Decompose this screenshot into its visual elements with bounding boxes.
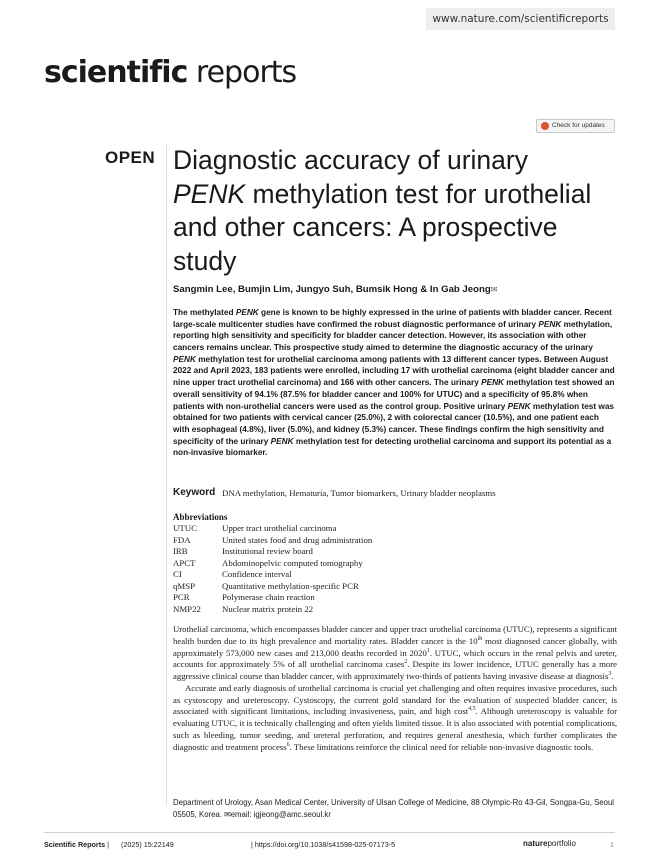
crossmark-icon (541, 122, 549, 130)
title-part2: methylation test for urothelial and other cancers: A prospective study (173, 178, 592, 276)
footer-journal-name: Scientific Reports (44, 840, 106, 849)
page-number: 1 (610, 840, 614, 849)
intro-p1-run[interactable]: 2 (404, 659, 408, 666)
abstract-run: methylation test for detecting urothelial carcinoma and support its potential as a non-invasive biomarker. (173, 436, 612, 458)
intro-p1-run: . (611, 671, 614, 681)
keyword-label: Keyword (173, 487, 216, 498)
logo-light-text: reports (187, 55, 297, 90)
email-envelope-icon[interactable]: ✉ (490, 285, 498, 294)
abbreviation-term: qMSP (173, 580, 196, 591)
abstract-run: PENK (481, 378, 505, 388)
footer-divider (44, 832, 615, 833)
abstract-run: PENK (270, 436, 294, 446)
abbreviations-heading: Abbreviations (173, 512, 228, 522)
introduction-body (173, 624, 617, 753)
title-part1: Diagnostic accuracy of urinary (173, 145, 528, 175)
footer-brand-bold: nature (523, 839, 548, 848)
abstract-run: PENK (235, 308, 259, 317)
abstract-run: methylation, reporting high sensitivity and specificity for bladder cancer detection. However, its association with other cancers remains unclear. This prospective study aimed to determine the diagnostic accuracy of the urinary (173, 319, 613, 353)
intro-p1-run[interactable]: 3 (608, 671, 612, 678)
abbreviation-term: PCR (173, 592, 190, 603)
abbreviation-definition: Institutional review board (222, 546, 313, 557)
intro-paragraph-1 (173, 624, 617, 683)
abbreviation-definition: United states food and drug administration (222, 534, 373, 545)
footer-journal: Scientific Reports | (2025) 15:22149 (44, 840, 174, 849)
open-access-label: OPEN (105, 148, 156, 167)
check-for-updates-label: Check for updates (552, 122, 605, 129)
abbreviation-definition: Quantitative methylation-specific PCR (222, 580, 359, 591)
affiliation-text: Department of Urology, Asan Medical Center, University of Ulsan College of Medicine, 88 Olympic-Ro 43-Gil, Songpa-Gu, Seoul 05505, Korea. (173, 798, 615, 819)
abstract-run: PENK (507, 401, 531, 411)
intro-p2-run: . These limitations reinforce the clinical need for reliable non-invasive diagnostic tools. (289, 741, 594, 752)
footer-doi-link[interactable]: https://doi.org/10.1038/s41598-025-07173-5 (254, 840, 396, 849)
keyword-list: DNA methylation, Hematuria, Tumor biomarkers, Urinary bladder neoplasms (222, 488, 496, 498)
intro-p2-run[interactable]: 6 (286, 741, 290, 748)
abstract (173, 307, 617, 459)
footer-doi[interactable]: | https://doi.org/10.1038/s41598-025-07173-5 (251, 840, 396, 849)
abbreviation-term: CI (173, 569, 182, 580)
abstract-run: methylation test for urothelial carcinoma among patients with 13 different cancer types. Between August 2022 and April 2023, 183 patients were enrolled, including 17 with urothelial carcinoma (eight bladder cancer and nine upper tract urothelial carcinoma) and 166 with other cancers. The urinary (173, 354, 615, 388)
abbreviation-row (173, 604, 372, 616)
abbreviation-term: IRB (173, 546, 188, 557)
intro-p1-run[interactable]: 1 (426, 647, 430, 654)
abbreviations-table (173, 523, 372, 615)
abbreviation-term: APCT (173, 557, 196, 568)
footer-brand-light: portfolio (547, 839, 576, 848)
intro-p2-run: Accurate and early diagnosis of urothelial carcinoma is crucial yet challenging and often requires invasive procedures, such as cystoscopy and ureteroscopy. Cystoscopy, the current gold standard for the evaluation of suspected bladder cancer, is associated with significant limitations, including invasiveness, pain, and high cost (173, 682, 617, 717)
affiliation (173, 797, 623, 820)
abbreviation-term: UTUC (173, 523, 197, 533)
journal-url-bar[interactable]: www.nature.com/scientificreports (426, 8, 615, 30)
intro-paragraph-2 (173, 683, 617, 754)
intro-p1-run: most diagnosed cancer globally, with approximately 573,000 new cases and 213,000 deaths recorded in 2020 (173, 635, 617, 658)
footer-brand-logo (523, 839, 576, 848)
abbreviation-row (173, 581, 372, 593)
title-gene-name: PENK (173, 178, 246, 209)
abbreviation-row (173, 535, 372, 547)
corresponding-email[interactable]: email: igjeong@amc.seoul.kr (230, 809, 331, 819)
abbreviation-row (173, 569, 372, 581)
abbreviation-definition: Polymerase chain reaction (222, 592, 315, 603)
abbreviation-row (173, 558, 372, 570)
abstract-run: methylation test was obtained for two patients with cervical cancer (25.0%), 2 with colorectal cancer (10.5%), and one patient each with esophageal (4.8%), liver (5.0%), and kidney (5.3%) cancer. These findings confirm the high sensitivity and specificity of the urinary (173, 401, 615, 446)
abstract-run: methylation test showed an overall sensitivity of 94.1% (87.5% for bladder cancer and 100% for UTUC) and a specificity of 95.8% when patients with non-urothelial cancers were used as the control group. Positive urinary (173, 378, 615, 411)
abbreviation-row (173, 523, 372, 535)
margin-divider (166, 145, 167, 805)
abbreviation-definition: Confidence interval (222, 569, 292, 580)
abbreviation-row (173, 592, 372, 604)
intro-p1-run: . UTUC, which occurs in the renal pelvis and ureter, accounts for approximately 5% of all urothelial carcinoma cases (173, 647, 617, 670)
intro-p2-run[interactable]: 4,5 (468, 706, 476, 713)
abbreviation-definition: Abdominopelvic computed tomography (222, 557, 363, 568)
abbreviation-term: FDA (173, 534, 191, 545)
author-list (173, 284, 497, 295)
logo-bold-text: scientific (44, 55, 188, 90)
intro-p1-run[interactable]: th (477, 635, 483, 642)
intro-p1-run: Urothelial carcinoma, which encompasses bladder cancer and upper tract urothelial carcinoma (UTUC), represents a significant health burden due to its high prevalence and mortality rates. Bladder cancer is the 10 (173, 624, 617, 646)
abbreviation-term: NMP22 (173, 603, 201, 614)
intro-p1-run: . Despite its lower incidence, UTUC generally has a more aggressive clinical course than bladder cancer, with approximately two-thirds of patients having invasive disease at diagnosis (173, 659, 617, 681)
abstract-run: The methylated (173, 308, 236, 317)
footer-citation: (2025) 15:22149 (120, 840, 174, 849)
abstract-run: PENK (538, 319, 562, 329)
intro-p2-run: . Although ureteroscopy is valuable for evaluating UTUC, it is technically challenging and often yields limited tissue. It is also associated with potential complications, such as bleeding, tumor seeding, and ureteral perforation, and requires general anesthesia, which further complicates the diagnostic and treatment process (173, 706, 617, 752)
abstract-run: PENK (173, 354, 196, 364)
abstract-run: gene is known to be highly expressed in the urine of patients with bladder cancer. Recent large-scale multicenter studies have confirmed the robust diagnostic performance of urinary (173, 308, 612, 329)
journal-logo (44, 54, 296, 92)
abbreviation-definition: Upper tract urothelial carcinoma (222, 523, 337, 533)
abbreviation-definition: Nuclear matrix protein 22 (222, 603, 314, 614)
email-icon: ✉ (224, 809, 231, 819)
article-title (173, 144, 593, 278)
abbreviation-row (173, 546, 372, 558)
authors-text: Sangmin Lee, Bumjin Lim, Jungyo Suh, Bumsik Hong & In Gab Jeong (173, 284, 491, 295)
check-for-updates-button[interactable] (536, 119, 615, 133)
